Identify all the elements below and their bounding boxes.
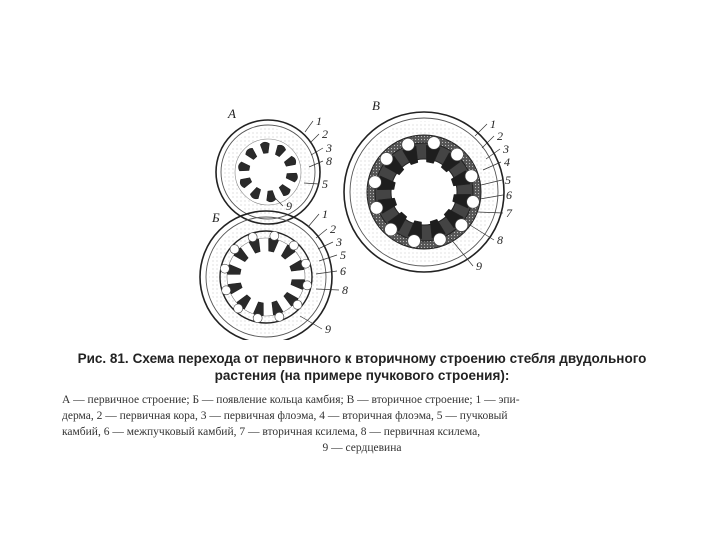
structure-number-label: 5 — [505, 173, 511, 187]
phloem-cap — [370, 202, 383, 215]
structure-number-label: 6 — [506, 188, 512, 202]
caption-title-line-1: Схема перехода от первичного к вторичному строению стебля двудольного — [132, 351, 647, 366]
panel-a-primary-structure — [216, 106, 332, 224]
structure-number-label: 3 — [326, 141, 332, 155]
structure-number-label: 2 — [497, 129, 503, 143]
leader-line — [308, 214, 319, 227]
panel-b-letter: Б — [212, 210, 220, 225]
phloem-cap — [253, 314, 262, 323]
structure-number-label: 3 — [336, 235, 342, 249]
legend-line-1: А — первичное строение; Б — появление кольца камбия; В — вторичное строение; 1 — эпи- — [62, 394, 520, 406]
phloem-cap — [455, 219, 468, 232]
structure-number-label: 1 — [322, 207, 328, 221]
structure-number-label: 6 — [340, 264, 346, 278]
phloem-cap — [289, 241, 298, 250]
legend-line-3: камбий, 6 — межпучковый камбий, 7 — вторичная ксилема, 8 — первичная ксилема, — [62, 426, 481, 438]
caption-legend — [62, 392, 662, 456]
structure-number-label: 9 — [286, 199, 292, 213]
phloem-cap — [275, 312, 284, 321]
structure-number-label: 3 — [503, 142, 509, 156]
structure-number-label: 2 — [330, 222, 336, 236]
structure-number-label: 8 — [342, 283, 348, 297]
structure-number-label: 9 — [476, 259, 482, 273]
figure-number: Рис. 81. — [77, 351, 129, 366]
caption-title — [62, 350, 662, 384]
phloem-cap — [293, 300, 302, 309]
structure-number-label: 1 — [490, 117, 496, 131]
phloem-cap — [220, 264, 229, 273]
structure-number-label: 4 — [504, 155, 510, 169]
legend-line-2: дерма, 2 — первичная кора, 3 — первичная флоэма, 4 — вторичная флоэма, 5 — пучковый — [62, 410, 508, 422]
structure-number-label: 5 — [340, 248, 346, 262]
structure-number-label: 8 — [497, 233, 503, 247]
phloem-cap — [230, 245, 239, 254]
phloem-cap — [303, 281, 312, 290]
phloem-cap — [248, 233, 257, 242]
leader-line — [475, 124, 487, 136]
panel-a-letter: А — [228, 106, 236, 121]
phloem-cap — [465, 170, 478, 183]
phloem-cap — [428, 137, 441, 150]
phloem-cap — [222, 286, 231, 295]
phloem-cap — [451, 148, 464, 161]
phloem-cap — [301, 259, 310, 268]
caption-title-line-2: растения (на примере пучкового строения): — [214, 368, 510, 383]
panel-c-letter: В — [372, 98, 380, 113]
panel-b-cambium-ring — [200, 207, 348, 340]
phloem-cap — [369, 176, 382, 189]
phloem-cap — [434, 233, 447, 246]
structure-number-label: 5 — [322, 177, 328, 191]
phloem-cap — [270, 231, 279, 240]
leader-line — [310, 134, 319, 143]
phloem-cap — [467, 196, 480, 209]
structure-number-label: 1 — [316, 114, 322, 128]
leader-line — [316, 229, 327, 238]
structure-number-label: 2 — [322, 127, 328, 141]
leader-line — [305, 121, 313, 132]
structure-number-label: 9 — [325, 322, 331, 336]
phloem-cap — [402, 138, 415, 151]
phloem-cap — [408, 235, 421, 248]
phloem-cap — [380, 153, 393, 166]
panel-c-secondary-structure — [344, 98, 513, 273]
structure-number-label: 7 — [506, 206, 512, 220]
structure-number-label: 8 — [326, 154, 332, 168]
phloem-cap — [234, 304, 243, 313]
figure-caption — [62, 350, 662, 456]
legend-line-4: 9 — сердцевина — [322, 442, 402, 454]
phloem-cap — [385, 223, 398, 236]
